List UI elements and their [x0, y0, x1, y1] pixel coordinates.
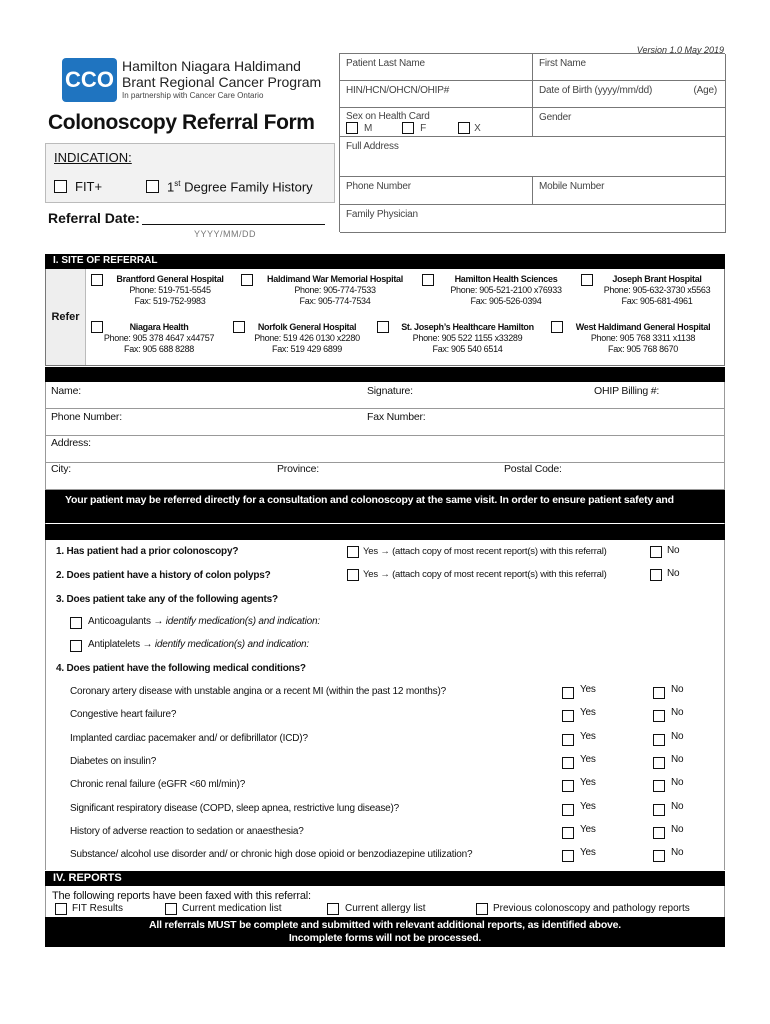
mobile-field[interactable]: Mobile Number [533, 177, 726, 205]
referrer-province-label: Province: [277, 463, 319, 475]
footer-line-2: Incomplete forms will not be processed. [288, 932, 482, 944]
patient-info-grid [339, 53, 725, 232]
report-fit-label: FIT Results [72, 903, 123, 914]
condition-yes-checkbox[interactable] [562, 780, 574, 792]
condition-no-label: No [671, 823, 684, 835]
site-norfolk-general: Norfolk General Hospital Phone: 519 426 0130 x2280 Fax: 519 429 6899 [254, 322, 360, 354]
family-history-label: 1st Degree Family History [167, 179, 313, 195]
condition-yes-checkbox[interactable] [562, 757, 574, 769]
condition-no-checkbox[interactable] [653, 850, 665, 862]
version-label: Version 1.0 May 2019 [636, 45, 724, 55]
section-1-header: I. SITE OF REFERRAL [45, 254, 725, 269]
sex-f-checkbox[interactable] [402, 122, 414, 134]
referrer-city-label: City: [51, 463, 72, 475]
anticoagulants-checkbox[interactable] [70, 617, 82, 629]
indication-fit[interactable] [54, 179, 102, 194]
dob-field[interactable]: Date of Birth (yyyy/mm/dd) (Age) [533, 81, 726, 108]
condition-yes-checkbox[interactable] [562, 687, 574, 699]
site-haldimand-war-memorial: Haldimand War Memorial Hospital Phone: 905-774-7533 Fax: 905-774-7534 [267, 274, 403, 306]
q4-label: 4. Does patient have the following medical conditions? [56, 663, 306, 674]
ohip-billing-label: OHIP Billing #: [594, 385, 660, 397]
anticoagulants-label: Anticoagulants → identify medication(s) and indication: [88, 616, 320, 627]
logo-mark: CCO [65, 67, 114, 92]
q2-yes-checkbox[interactable] [347, 569, 359, 581]
antiplatelets-label: Antiplatelets → identify medication(s) and indication: [88, 639, 310, 650]
referral-date-field[interactable] [142, 224, 325, 225]
condition-label: History of adverse reaction to sedation or anaesthesia? [70, 825, 304, 837]
site-st-josephs-checkbox[interactable] [377, 321, 389, 333]
referrer-name-label: Name: [51, 385, 81, 397]
condition-yes-label: Yes [580, 707, 596, 719]
condition-yes-label: Yes [580, 823, 596, 835]
questions-box [45, 540, 725, 870]
sex-m-checkbox[interactable] [346, 122, 358, 134]
condition-no-checkbox[interactable] [653, 687, 665, 699]
condition-label: Congestive heart failure? [70, 709, 177, 721]
condition-no-label: No [671, 847, 684, 859]
program-logo-text [122, 58, 321, 102]
report-fit-checkbox[interactable] [55, 903, 67, 915]
site-brantford: Brantford General Hospital Phone: 519-751-5545 Fax: 519-752-9983 [116, 274, 224, 306]
condition-no-checkbox[interactable] [653, 780, 665, 792]
referrer-phone-label: Phone Number: [51, 411, 122, 423]
q1-yes-checkbox[interactable] [347, 546, 359, 558]
family-physician-field[interactable]: Family Physician [340, 205, 726, 233]
report-allergy-checkbox[interactable] [327, 903, 339, 915]
condition-yes-label: Yes [580, 684, 596, 695]
sex-x-checkbox[interactable] [458, 122, 470, 134]
indication-family-history[interactable] [146, 179, 313, 194]
condition-yes-checkbox[interactable] [562, 850, 574, 862]
condition-no-checkbox[interactable] [653, 804, 665, 816]
patient-phone-field[interactable]: Phone Number [340, 177, 533, 205]
report-previous-checkbox[interactable] [476, 903, 488, 915]
q1-yes-label: Yes → (attach copy of most recent report(s) with this referral) [363, 546, 607, 557]
referrer-fax-label: Fax Number: [367, 411, 426, 423]
condition-no-label: No [671, 684, 684, 695]
referrer-address-label: Address: [51, 437, 91, 449]
report-medication-label: Current medication list [182, 903, 282, 914]
q2-no-label: No [667, 568, 680, 579]
footer-line-1: All referrals MUST be complete and submitted with relevant additional reports, as identified above. [148, 919, 622, 931]
q3-label: 3. Does patient take any of the following agents? [56, 594, 278, 605]
referral-date-hint: YYYY/MM/DD [194, 229, 257, 239]
condition-no-label: No [671, 753, 684, 765]
site-joseph-brant: Joseph Brant Hospital Phone: 905-632-3730 x5563 Fax: 905-681-4961 [603, 274, 711, 306]
site-hamilton-health-sciences-checkbox[interactable] [422, 274, 434, 286]
section-3-header [45, 524, 725, 540]
notice-text: Your patient may be referred directly for a consultation and colonoscopy at the same visit. In order to ensure patient safety and [65, 494, 674, 506]
section-4-header: IV. REPORTS [45, 871, 725, 886]
refer-label: Refer [46, 269, 86, 365]
referrer-signature-label: Signature: [367, 385, 413, 397]
site-st-josephs: St. Joseph’s Healthcare Hamilton Phone: 905 522 1155 x33289 Fax: 905 540 6514 [401, 322, 534, 354]
patient-last-name-field[interactable]: Patient Last Name [340, 54, 533, 81]
age-label: (Age) [693, 85, 717, 96]
footer-notice [45, 917, 725, 947]
condition-yes-checkbox[interactable] [562, 710, 574, 722]
referral-date-label: Referral Date: [48, 210, 140, 226]
report-previous-label: Previous colonoscopy and pathology reports [493, 903, 690, 914]
referrer-row-1 [45, 382, 725, 409]
referrer-postal-label: Postal Code: [504, 463, 562, 475]
referrer-row-2 [45, 409, 725, 436]
site-hamilton-health-sciences: Hamilton Health Sciences Phone: 905-521-2100 x76933 Fax: 905-526-0394 [450, 274, 562, 306]
condition-yes-checkbox[interactable] [562, 827, 574, 839]
logo-line-1: Hamilton Niagara Haldimand [122, 58, 301, 74]
condition-yes-label: Yes [580, 847, 596, 859]
gender-field[interactable]: Gender [533, 108, 726, 137]
q2-label: 2. Does patient have a history of colon polyps? [56, 570, 271, 581]
condition-yes-label: Yes [580, 800, 596, 812]
condition-no-checkbox[interactable] [653, 757, 665, 769]
condition-no-label: No [671, 777, 684, 789]
q2-yes-label: Yes → (attach copy of most recent report(s) with this referral) [363, 569, 607, 580]
condition-yes-label: Yes [580, 730, 596, 742]
report-allergy-label: Current allergy list [345, 903, 426, 914]
condition-yes-label: Yes [580, 777, 596, 789]
site-west-haldimand: West Haldimand General Hospital Phone: 905 768 3311 x1138 Fax: 905 768 8670 [575, 322, 711, 354]
form-title: Colonoscopy Referral Form [48, 111, 315, 134]
reports-intro: The following reports have been faxed with this referral: [52, 890, 311, 902]
condition-yes-checkbox[interactable] [562, 734, 574, 746]
q1-no-label: No [667, 545, 680, 556]
condition-yes-checkbox[interactable] [562, 804, 574, 816]
condition-no-checkbox[interactable] [653, 734, 665, 746]
referrer-row-3 [45, 436, 725, 463]
condition-yes-label: Yes [580, 753, 596, 765]
indication-box [45, 143, 335, 203]
full-address-field[interactable]: Full Address [340, 137, 726, 177]
antiplatelets-checkbox[interactable] [70, 640, 82, 652]
condition-no-checkbox[interactable] [653, 710, 665, 722]
logo-line-3: In partnership with Cancer Care Ontario [122, 91, 264, 100]
section-2-header [45, 367, 725, 382]
q2-no-checkbox[interactable] [650, 569, 662, 581]
q1-label: 1. Has patient had a prior colonoscopy? [56, 546, 239, 557]
indication-heading: INDICATION: [54, 150, 132, 165]
condition-no-label: No [671, 800, 684, 812]
site-west-haldimand-checkbox[interactable] [551, 321, 563, 333]
condition-label: Chronic renal failure (eGFR <60 ml/min)? [70, 779, 246, 791]
condition-no-label: No [671, 730, 684, 742]
condition-label: Diabetes on insulin? [70, 755, 157, 767]
cco-logo [62, 58, 117, 102]
site-niagara-health: Niagara Health Phone: 905 378 4647 x44757 Fax: 905 688 8288 [103, 322, 215, 354]
family-history-checkbox[interactable] [146, 180, 159, 193]
first-name-field[interactable]: First Name [533, 54, 726, 81]
fit-label: FIT+ [75, 179, 103, 194]
condition-label: Coronary artery disease with unstable angina or a recent MI (within the past 12 months)? [70, 686, 446, 697]
sex-field: Sex on Health Card M F X [340, 108, 533, 137]
referrer-row-4 [45, 463, 725, 490]
logo-line-2: Brant Regional Cancer Program [122, 74, 322, 90]
condition-label: Substance/ alcohol use disorder and/ or chronic high dose opioid or benzodiazepine utilization? [70, 849, 473, 861]
condition-label: Significant respiratory disease (COPD, sleep apnea, restrictive lung disease)? [70, 802, 400, 814]
condition-no-label: No [671, 707, 684, 719]
q1-no-checkbox[interactable] [650, 546, 662, 558]
health-card-field[interactable]: HIN/HCN/OHCN/OHIP# [340, 81, 533, 108]
report-medication-checkbox[interactable] [165, 903, 177, 915]
fit-checkbox[interactable] [54, 180, 67, 193]
condition-no-checkbox[interactable] [653, 827, 665, 839]
condition-label: Implanted cardiac pacemaker and/ or defibrillator (ICD)? [70, 732, 308, 744]
site-joseph-brant-checkbox[interactable] [581, 274, 593, 286]
